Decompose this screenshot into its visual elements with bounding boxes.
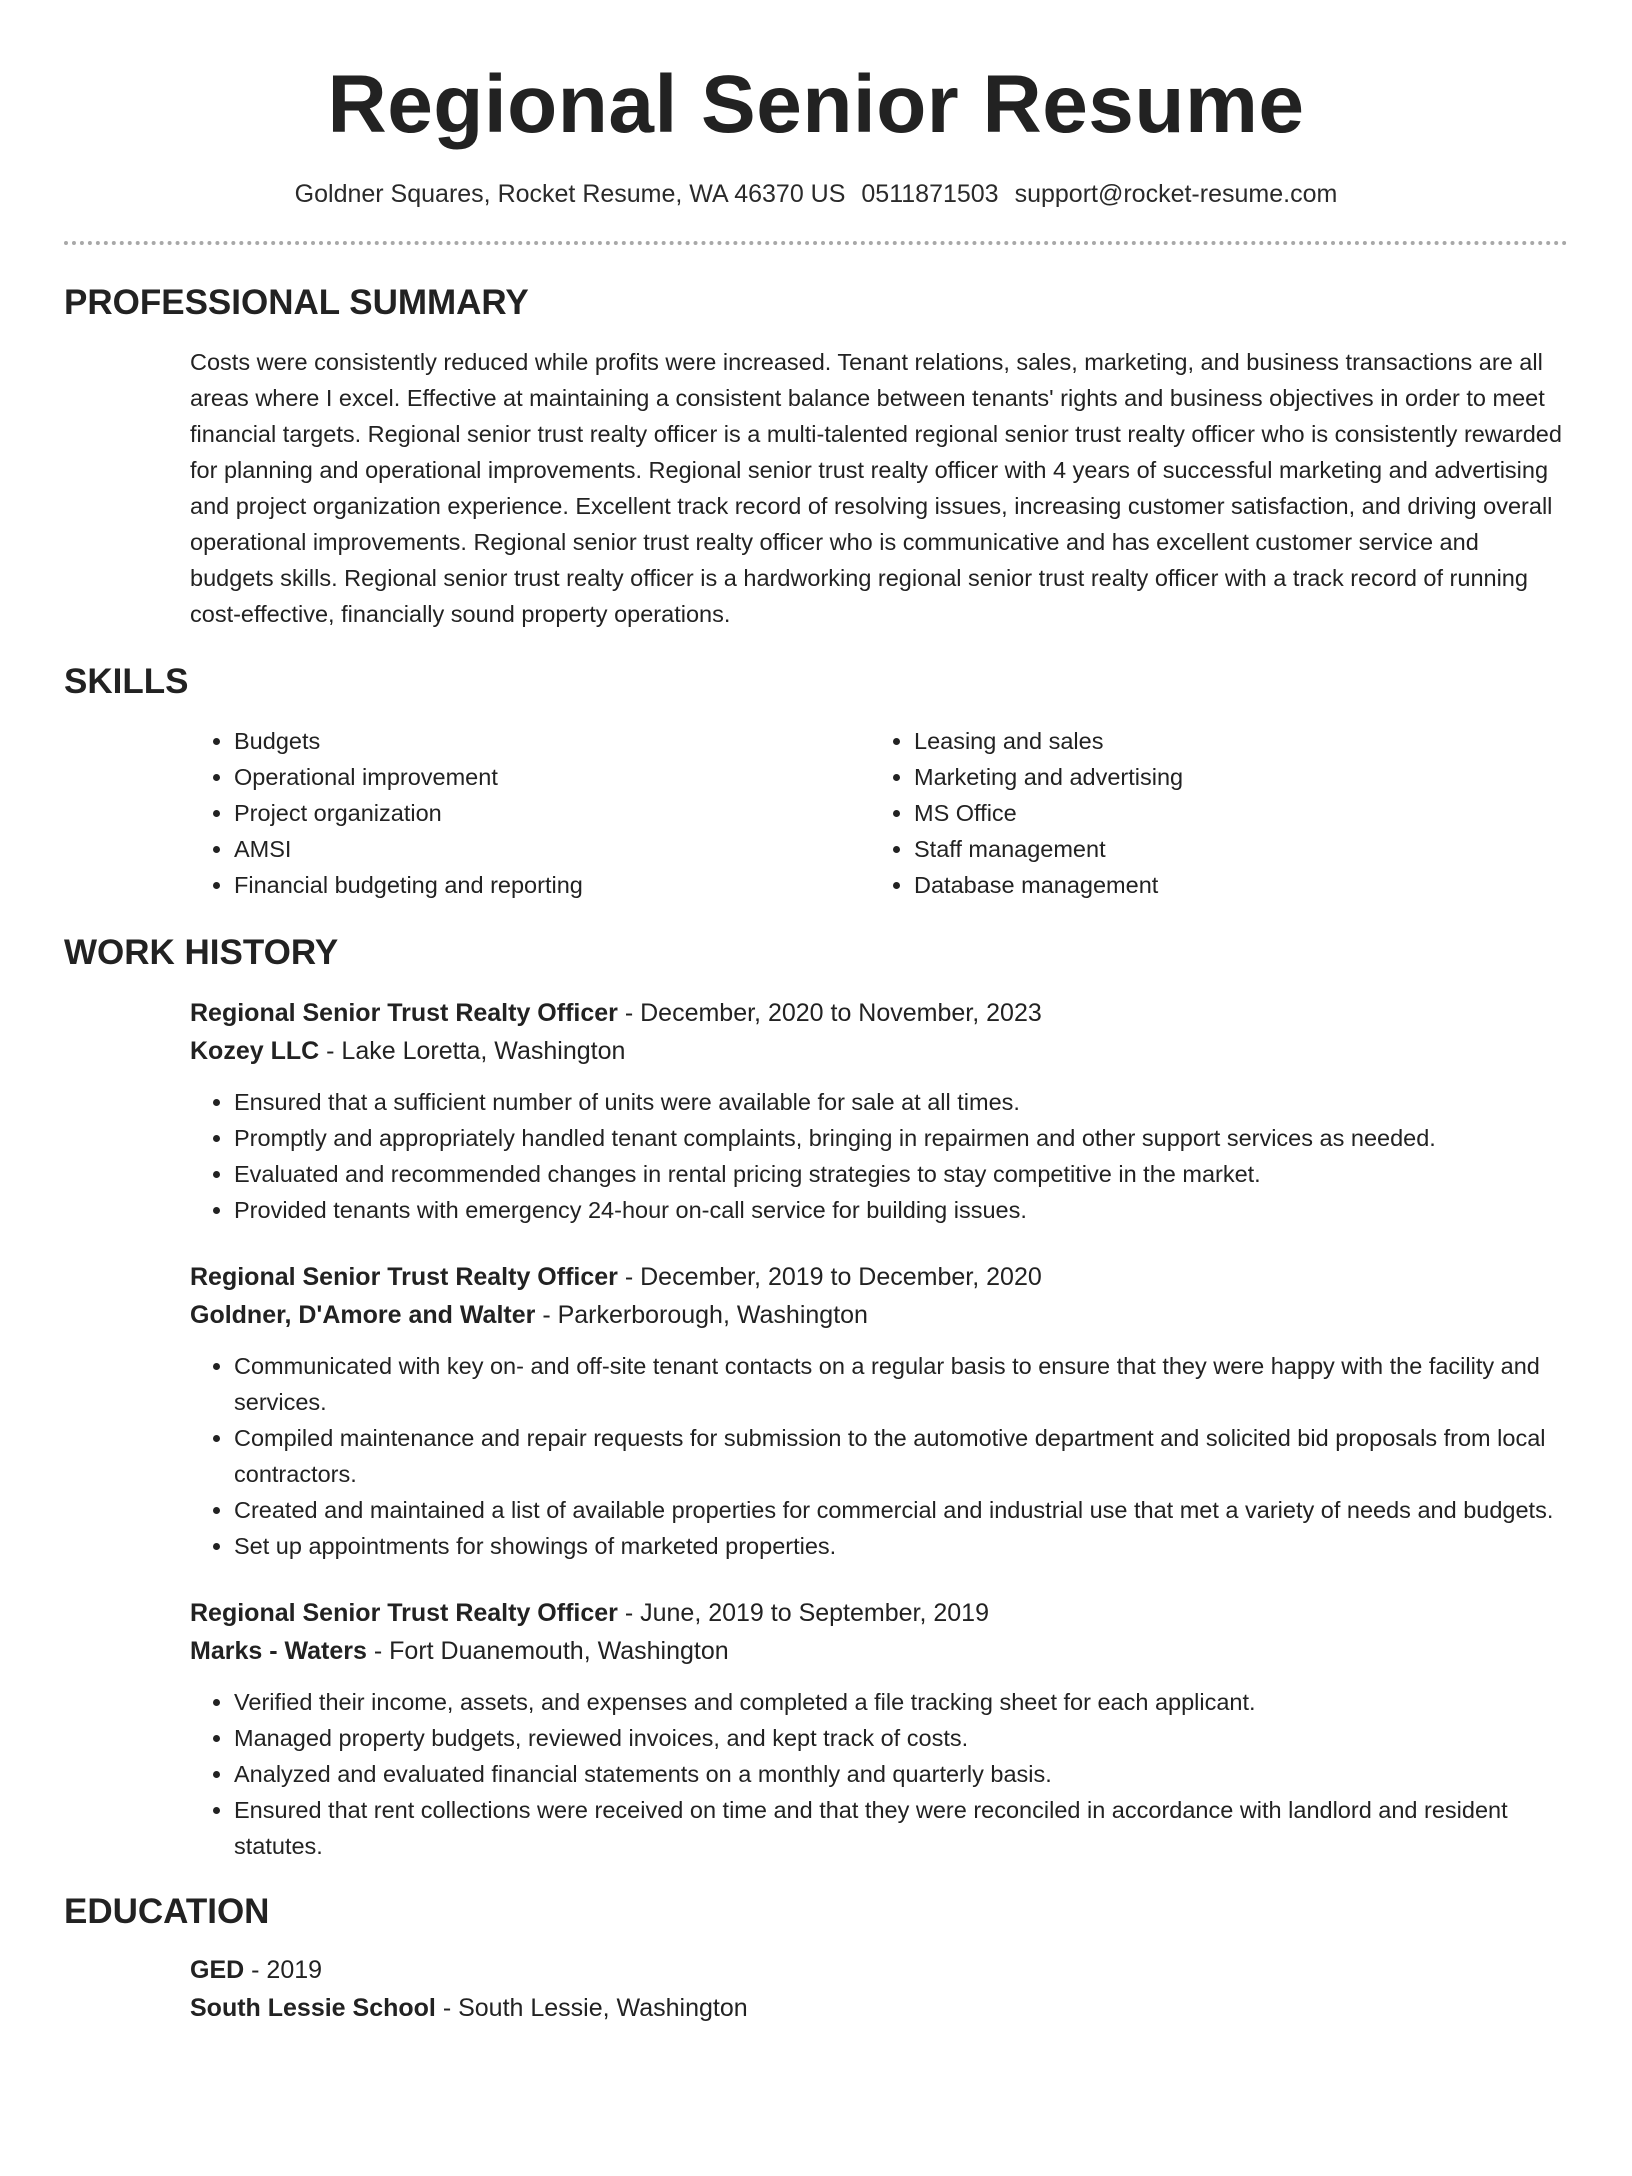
skill-item: • Budgets bbox=[234, 723, 870, 759]
contact-address: Goldner Squares, Rocket Resume, WA 46370 US bbox=[294, 180, 846, 208]
education-degree: GED bbox=[190, 1956, 245, 1984]
job-company: Marks - Waters bbox=[190, 1637, 367, 1665]
skills-heading: SKILLS bbox=[64, 662, 189, 701]
contact-email: support@rocket-resume.com bbox=[1014, 180, 1338, 208]
job-dates: - December, 2020 to November, 2023 bbox=[624, 999, 1042, 1027]
header-divider bbox=[64, 241, 1568, 245]
job-duties bbox=[190, 1348, 1568, 1564]
job-duty: • Managed property budgets, reviewed invoices, and kept track of costs. bbox=[234, 1720, 1568, 1756]
resume-page bbox=[0, 59, 1632, 2176]
skill-item: • Project organization bbox=[234, 795, 870, 831]
job-duty: • Promptly and appropriately handled tenant complaints, bringing in repairmen and other support services as needed. bbox=[234, 1120, 1568, 1156]
job-duties bbox=[190, 1684, 1568, 1864]
resume-title: Regional Senior Resume bbox=[327, 59, 1305, 150]
skill-item: • Marketing and advertising bbox=[914, 759, 1568, 795]
job-location: - Fort Duanemouth, Washington bbox=[373, 1637, 729, 1665]
job-company: Kozey LLC bbox=[190, 1037, 320, 1065]
job-company-line bbox=[190, 1632, 1568, 1670]
summary-text: Costs were consistently reduced while profits were increased. Tenant relations, sales, marketing, and business transactions are all areas where I excel. Effective at maintaining a consistent balance between tenants' rights and business objectives in order to meet financial targets. Regional senior trust realty officer is a multi-talented regional senior trust realty officer who is consistently rewarded for planning and operational improvements. Regional senior trust realty officer with 4 years of successful marketing and advertising and project organization experience. Excellent track record of resolving issues, increasing customer satisfaction, and driving overall operational improvements. Regional senior trust realty officer who is communicative and has excellent customer service and budgets skills. Regional senior trust realty officer is a hardworking regional senior trust realty officer with a track record of running cost-effective, financially sound property operations. bbox=[190, 349, 1562, 627]
job-duty: • Evaluated and recommended changes in rental pricing strategies to stay competitive in the market. bbox=[234, 1156, 1568, 1192]
job-entry bbox=[190, 1594, 1568, 1864]
job-title: Regional Senior Trust Realty Officer bbox=[190, 1599, 618, 1627]
skill-item: • Financial budgeting and reporting bbox=[234, 867, 870, 903]
skill-item: • MS Office bbox=[914, 795, 1568, 831]
job-title-line bbox=[190, 1594, 1568, 1632]
skill-item: • Leasing and sales bbox=[914, 723, 1568, 759]
job-title: Regional Senior Trust Realty Officer bbox=[190, 1263, 618, 1291]
education-school-line bbox=[190, 1989, 1568, 2027]
job-location: - Lake Loretta, Washington bbox=[326, 1037, 626, 1065]
skills-list bbox=[190, 723, 1568, 903]
contact-line bbox=[64, 180, 1568, 209]
job-duty: • Provided tenants with emergency 24-hour on-call service for building issues. bbox=[234, 1192, 1568, 1228]
job-duty: • Communicated with key on- and off-site tenant contacts on a regular basis to ensure that they were happy with the facility and services. bbox=[234, 1348, 1568, 1420]
job-duty: • Compiled maintenance and repair requests for submission to the automotive department and solicited bid proposals from local contractors. bbox=[234, 1420, 1568, 1492]
work-history-heading: WORK HISTORY bbox=[64, 933, 339, 972]
education-school: South Lessie School bbox=[190, 1994, 436, 2022]
job-company-line bbox=[190, 1296, 1568, 1334]
job-title-line bbox=[190, 1258, 1568, 1296]
job-duty: • Set up appointments for showings of marketed properties. bbox=[234, 1528, 1568, 1564]
education-location: - South Lessie, Washington bbox=[442, 1994, 748, 2022]
job-duty: • Ensured that a sufficient number of units were available for sale at all times. bbox=[234, 1084, 1568, 1120]
job-dates: - December, 2019 to December, 2020 bbox=[624, 1263, 1042, 1291]
education-year: - 2019 bbox=[251, 1956, 323, 1984]
job-entry bbox=[190, 994, 1568, 1228]
skill-item: • Database management bbox=[914, 867, 1568, 903]
job-company-line bbox=[190, 1032, 1568, 1070]
job-duty: • Created and maintained a list of available properties for commercial and industrial use that met a variety of needs and budgets. bbox=[234, 1492, 1568, 1528]
education-heading: EDUCATION bbox=[64, 1892, 270, 1931]
summary-section bbox=[190, 344, 1568, 632]
job-title-line bbox=[190, 994, 1568, 1032]
job-company: Goldner, D'Amore and Walter bbox=[190, 1301, 536, 1329]
job-duty: • Ensured that rent collections were received on time and that they were reconciled in accordance with landlord and resident statutes. bbox=[234, 1792, 1568, 1864]
job-title: Regional Senior Trust Realty Officer bbox=[190, 999, 618, 1027]
education-entry bbox=[190, 1951, 1568, 2027]
job-duties bbox=[190, 1084, 1568, 1228]
skills-column-left bbox=[190, 723, 870, 903]
job-duty: • Verified their income, assets, and expenses and completed a file tracking sheet for each applicant. bbox=[234, 1684, 1568, 1720]
education-degree-line bbox=[190, 1951, 1568, 1989]
skill-item: • Staff management bbox=[914, 831, 1568, 867]
job-duty: • Analyzed and evaluated financial statements on a monthly and quarterly basis. bbox=[234, 1756, 1568, 1792]
skill-item: • Operational improvement bbox=[234, 759, 870, 795]
skills-column-right bbox=[870, 723, 1568, 903]
contact-phone: 0511871503 bbox=[861, 180, 999, 208]
summary-heading: PROFESSIONAL SUMMARY bbox=[64, 283, 529, 322]
job-location: - Parkerborough, Washington bbox=[542, 1301, 868, 1329]
skill-item: • AMSI bbox=[234, 831, 870, 867]
job-entry bbox=[190, 1258, 1568, 1564]
job-dates: - June, 2019 to September, 2019 bbox=[624, 1599, 989, 1627]
